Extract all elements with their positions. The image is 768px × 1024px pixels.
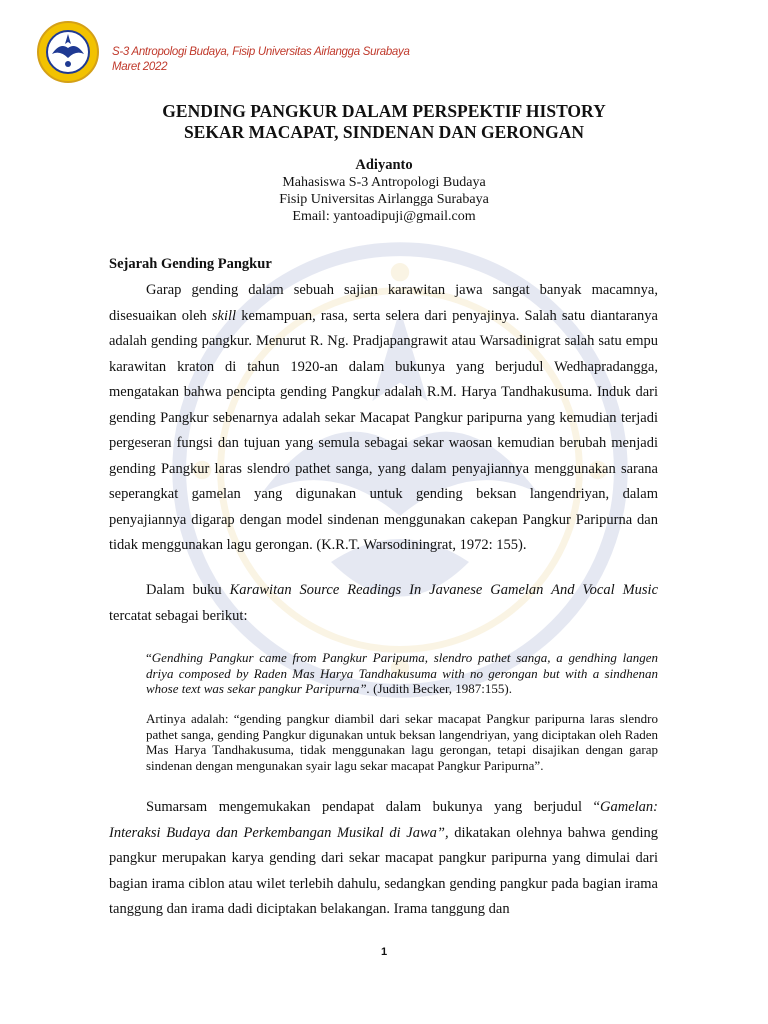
block-quote-english: “Gendhing Pangkur came from Pangkur Paripuma, slendro pathet sanga, a gendhing langen driya composed by Raden Mas Harya Tandhakusuma with no gerongan but with a sindhenan whose text was sekar pangkur Paripurna”. (Judith Becker, 1987:155).: [146, 650, 658, 696]
body-paragraph-1: Garap gending dalam sebuah sajian karawitan jawa sangat banyak macamnya, disesuaikan oleh skill kemampuan, rasa, serta selera dari penyajinya. Salah satu diantaranya adalah gending pangkur. Menurut R. Ng. Pradjapangrawit atau Warsadinigrat salah satu empu karawitan kraton di tahun 1920-an dalam bukunya yang berjudul Wedhapradangga, mengatakan bahwa pencipta gending Pangkur adalah R.M. Harya Tandhakusuma. Induk dari gending Pangkur sebenarnya adalah sekar Macapat Pangkur paripurna yang kemudian terjadi pergeseran fungsi dan tujuan yang semula sebagai sekar waosan kemudian berubah menjadi gending Pangkur laras slendro pathet sanga, yang dalam penyajiannya menggunakan sarana seperangkat gamelan yang digunakan untuk gending beksan langendriyan, dalam penyajiannya digarap dengan model sindenan menggunakan cakepan Pangkur Paripurna dan tidak menggunakan lagu gerongan. (K.R.T. Warsodiningrat, 1972: 155).: [109, 282, 658, 553]
block-quote-translation: Artinya adalah: “gending pangkur diambil dari sekar macapat Pangkur paripurna laras slendro pathet sanga, gending Pangkur digunakan untuk beksan langendriyan, yang diciptakan oleh Raden Mas Harya Tandhakusuma, tidak menggunakan lagu gerongan, tetapi disajikan dengan garap sindenan dengan mengunakan syair lagu sekar macapat Pangkur Paripurna”.: [146, 711, 658, 773]
author-block: [0, 157, 768, 225]
page-number: 1: [380, 946, 388, 958]
body-paragraph-2: Dalam buku Karawitan Source Readings In Javanese Gamelan And Vocal Music tercatat sebagai berikut:: [109, 582, 659, 624]
journal-date: Maret 2022: [112, 61, 168, 73]
title-line-1: GENDING PANGKUR DALAM PERSPEKTIF HISTORY: [162, 101, 606, 121]
author-affiliation-1: Mahasiswa S-3 Antropologi Budaya: [282, 175, 486, 190]
author-email: Email: yantoadipuji@gmail.com: [292, 209, 476, 224]
author-affiliation-2: Fisip Universitas Airlangga Surabaya: [279, 192, 489, 207]
title-line-2: SEKAR MACAPAT, SINDENAN DAN GERONGAN: [183, 122, 585, 142]
journal-header: S-3 Antropologi Budaya, Fisip Universitas Airlangga Surabaya: [112, 46, 410, 58]
body-paragraph-3: Sumarsam mengemukakan pendapat dalam bukunya yang berjudul “Gamelan: Interaksi Budaya dan Perkembangan Musikal di Jawa”, dikatakan olehnya bahwa gending pangkur merupakan karya gending dari sekar macapat pangkur paripurna yang dimulai dari bagian irama ciblon atau wilet terlebih dahulu, sedangkan gending pangkur pada bagian irama tanggung dan irama dadi diciptakan belakangan. Irama tanggung dan: [109, 799, 659, 917]
author-name: Adiyanto: [355, 157, 413, 173]
section-heading: Sejarah Gending Pangkur: [109, 256, 272, 272]
paper-title: [0, 101, 768, 143]
university-seal-logo: [36, 20, 100, 84]
